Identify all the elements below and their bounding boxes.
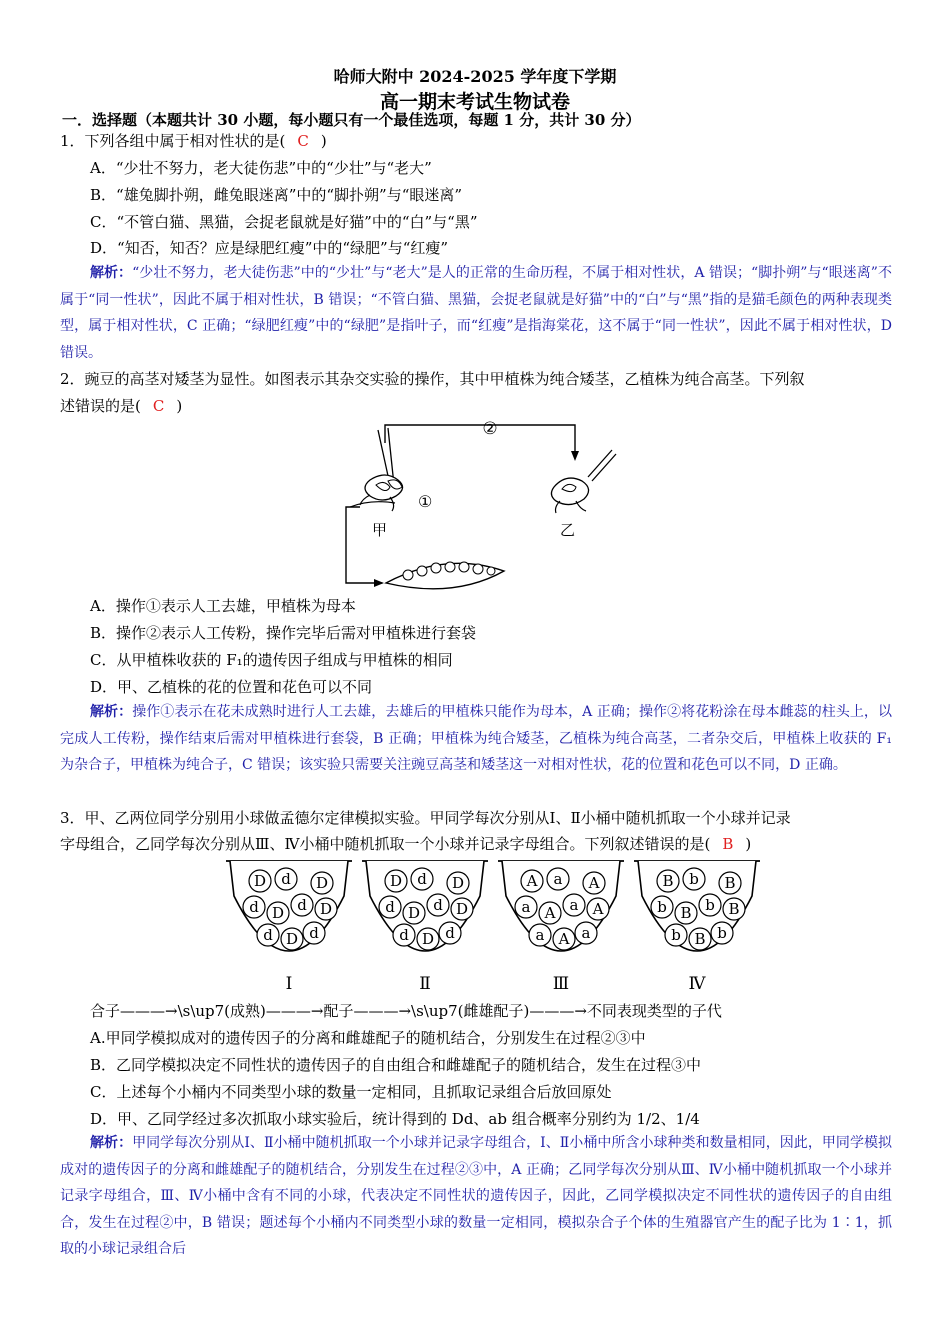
section-heading: 一．选择题（本题共计 30 小题，每小题只有一个最佳选项，每题 1 分，共计 30 分） [62, 111, 641, 129]
buckets-figure [224, 856, 764, 996]
bucket-3 [498, 861, 624, 994]
q3-answer: B [722, 835, 734, 853]
ball-letter: D [407, 904, 421, 922]
ball-letter: A [558, 930, 570, 948]
bucket-label: Ⅰ [285, 974, 293, 994]
label-yi: 乙 [560, 521, 576, 539]
ball-letter: d [385, 898, 395, 916]
exam-title: 高一期末考试生物试卷 [379, 91, 570, 113]
ball-letter: b [671, 926, 681, 944]
ball-letter: D [271, 904, 285, 922]
ball-letter: D [285, 930, 299, 948]
ball-letter: A [588, 874, 600, 892]
q1-option-d: D．“知否，知否？应是绿肥红瘦”中的“绿肥”与“红瘦” [90, 239, 449, 257]
ball-letter: d [249, 898, 259, 916]
ball-letter: D [455, 900, 469, 918]
ball-letter: a [535, 926, 545, 944]
ball-letter: d [309, 924, 319, 942]
q3-option-d: D．甲、乙同学经过多次抓取小球实验后，统计得到的 Dd、ab 组合概率分别约为 1/2、1/4 [90, 1110, 700, 1128]
q3-process-line: 合子———→\s\up7(成熟)———→配子———→\s\up7(雌雄配子)———→不同表现类型的子代 [90, 1002, 722, 1020]
ball-letter: d [399, 926, 409, 944]
ball-letter: D [451, 874, 465, 892]
q1-option-b: B．“雄兔脚扑朔，雌兔眼迷离”中的“脚扑朔”与“眼迷离” [90, 186, 463, 204]
ball-letter: B [680, 904, 692, 922]
ball-letter: b [717, 924, 727, 942]
q2-answer: C [152, 397, 165, 415]
q1-stem: 1．下列各组中属于相对性状的是( C ) [60, 132, 327, 150]
q1-option-c: C．“不管白猫、黑猫，会捉老鼠就是好猫”中的“白”与“黑” [90, 213, 478, 231]
q2-analysis: 解析：操作①表示在花未成熟时进行人工去雄，去雄后的甲植株只能作为母本，A 正确；操作②将花粉涂在母本雌蕊的柱头上，以完成人工传粉，操作结束后需对甲植株进行套袋，B 正确；甲植株为纯合矮茎，乙植株为纯合高茎，二者杂交后，甲植株上收获的 F₁为杂合子，甲植株为纯合子，C 错误；该实验只需要关注豌豆高茎和矮茎这一对相对性状，花的位置和花色可以不同，D 正确。 [60, 704, 892, 773]
q3-stem-line2: 字母组合，乙同学每次分别从Ⅲ、Ⅳ小桶中随机抓取一个小球并记录字母组合。下列叙述错误的是( B ) [60, 835, 752, 853]
q2-stem-line1: 2．豌豆的高茎对矮茎为显性。如图表示其杂交实验的操作，其中甲植株为纯合矮茎，乙植株为纯合高茎。下列叙 [60, 370, 805, 388]
q1-option-a: A．“少壮不努力，老大徒伤悲”中的“少壮”与“老大” [90, 159, 432, 177]
ball-letter: A [592, 900, 604, 918]
q2-option-c: C．从甲植株收获的 F₁的遗传因子组成与甲植株的相同 [90, 651, 453, 669]
label-operation-2: ② [482, 419, 498, 439]
ball-letter: A [544, 904, 556, 922]
bucket-4 [634, 861, 760, 994]
ball-letter: b [705, 896, 715, 914]
ball-letter: B [728, 900, 740, 918]
q3-stem-line1: 3．甲、乙两位同学分别用小球做孟德尔定律模拟实验。甲同学每次分别从Ⅰ、Ⅱ小桶中随机抓取一个小球并记录 [60, 809, 791, 827]
label-operation-1: ① [418, 492, 433, 511]
q2-option-a: A．操作①表示人工去雄，甲植株为母本 [90, 597, 356, 615]
q1-analysis: 解析：“少壮不努力，老大徒伤悲”中的“少壮”与“老大”是人的正常的生命历程，不属于相对性状，A 错误；“脚扑朔”与“眼迷离”不属于“同一性状”，因此不属于相对性状，B 错误；“不管白猫、黑猫，会捉老鼠就是好猫”中的“白”与“黑”指的是猫毛颜色的两种表现类型，属于相对性状，C 正确；“绿肥红瘦”中的“绿肥”是指叶子，而“红瘦”是指海棠花，这不属于“同一性状”，因此不属于相对性状，D 错误。 [60, 265, 892, 361]
q3-option-a: A.甲同学模拟成对的遗传因子的分离和雌雄配子的随机结合，分别发生在过程②③中 [90, 1029, 646, 1047]
ball-letter: B [724, 874, 736, 892]
q3-analysis: 解析：甲同学每次分别从Ⅰ、Ⅱ小桶中随机抓取一个小球并记录字母组合，Ⅰ、Ⅱ小桶中所含小球种类和数量相同，因此，甲同学模拟成对的遗传因子的分离和雌雄配子的随机结合，分别发生在过程②③中，A 正确；乙同学每次分别从Ⅲ、Ⅳ小桶中随机抓取一个小球并记录字母组合，Ⅲ、Ⅳ小桶中含有不同的小球，代表决定不同性状的遗传因子，因此，乙同学模拟决定不同性状的遗传因子的自由组合，发生在过程②中，B 错误；题述每个小桶内不同类型小球的数量一定相同，模拟杂合子个体的生殖器官产生的配子比为 1∶1，抓取的小球记录组合后 [60, 1135, 893, 1257]
q3-option-c: C．上述每个小桶内不同类型小球的数量一定相同，且抓取记录组合后放回原处 [90, 1083, 612, 1101]
ball-letter: B [694, 930, 706, 948]
ball-letter: D [253, 872, 267, 890]
school-title: 哈师大附中 2024-2025 学年度下学期 [333, 67, 617, 86]
ball-letter: D [421, 930, 435, 948]
ball-letter: d [281, 870, 291, 888]
q3-option-b: B．乙同学模拟决定不同性状的遗传因子的自由组合和雌雄配子的随机结合，发生在过程③中 [90, 1056, 702, 1074]
ball-letter: B [662, 872, 674, 890]
ball-letter: d [417, 870, 427, 888]
q2-option-d: D．甲、乙植株的花的位置和花色可以不同 [90, 678, 373, 696]
ball-letter: D [389, 872, 403, 890]
harvest-arrow [346, 507, 376, 583]
ball-letter: a [521, 898, 531, 916]
label-jia: 甲 [372, 521, 388, 539]
bucket-1 [226, 861, 352, 994]
q1-answer: C [297, 132, 309, 150]
ball-letter: a [553, 870, 563, 888]
flower-yi [551, 450, 616, 513]
bucket-2 [362, 861, 488, 994]
q2-option-b: B．操作②表示人工传粉，操作完毕后需对甲植株进行套袋 [90, 624, 477, 642]
ball-letter: b [657, 898, 667, 916]
pea-pod [386, 562, 504, 589]
ball-letter: d [263, 926, 273, 944]
ball-letter: b [689, 870, 699, 888]
q2-stem-line2: 述错误的是( C ) [60, 397, 183, 415]
ball-letter: A [526, 872, 538, 890]
ball-letter: a [569, 896, 579, 914]
ball-letter: d [433, 896, 443, 914]
flower-jia [350, 428, 403, 511]
bucket-label: Ⅱ [419, 974, 431, 994]
ball-letter: D [319, 900, 333, 918]
bucket-label: Ⅲ [552, 974, 570, 994]
ball-letter: d [445, 924, 455, 942]
ball-letter: d [297, 896, 307, 914]
transfer-arrow [385, 425, 575, 455]
ball-letter: a [581, 924, 591, 942]
pea-cross-figure [330, 415, 630, 595]
bucket-label: Ⅳ [688, 974, 706, 994]
ball-letter: D [315, 874, 329, 892]
